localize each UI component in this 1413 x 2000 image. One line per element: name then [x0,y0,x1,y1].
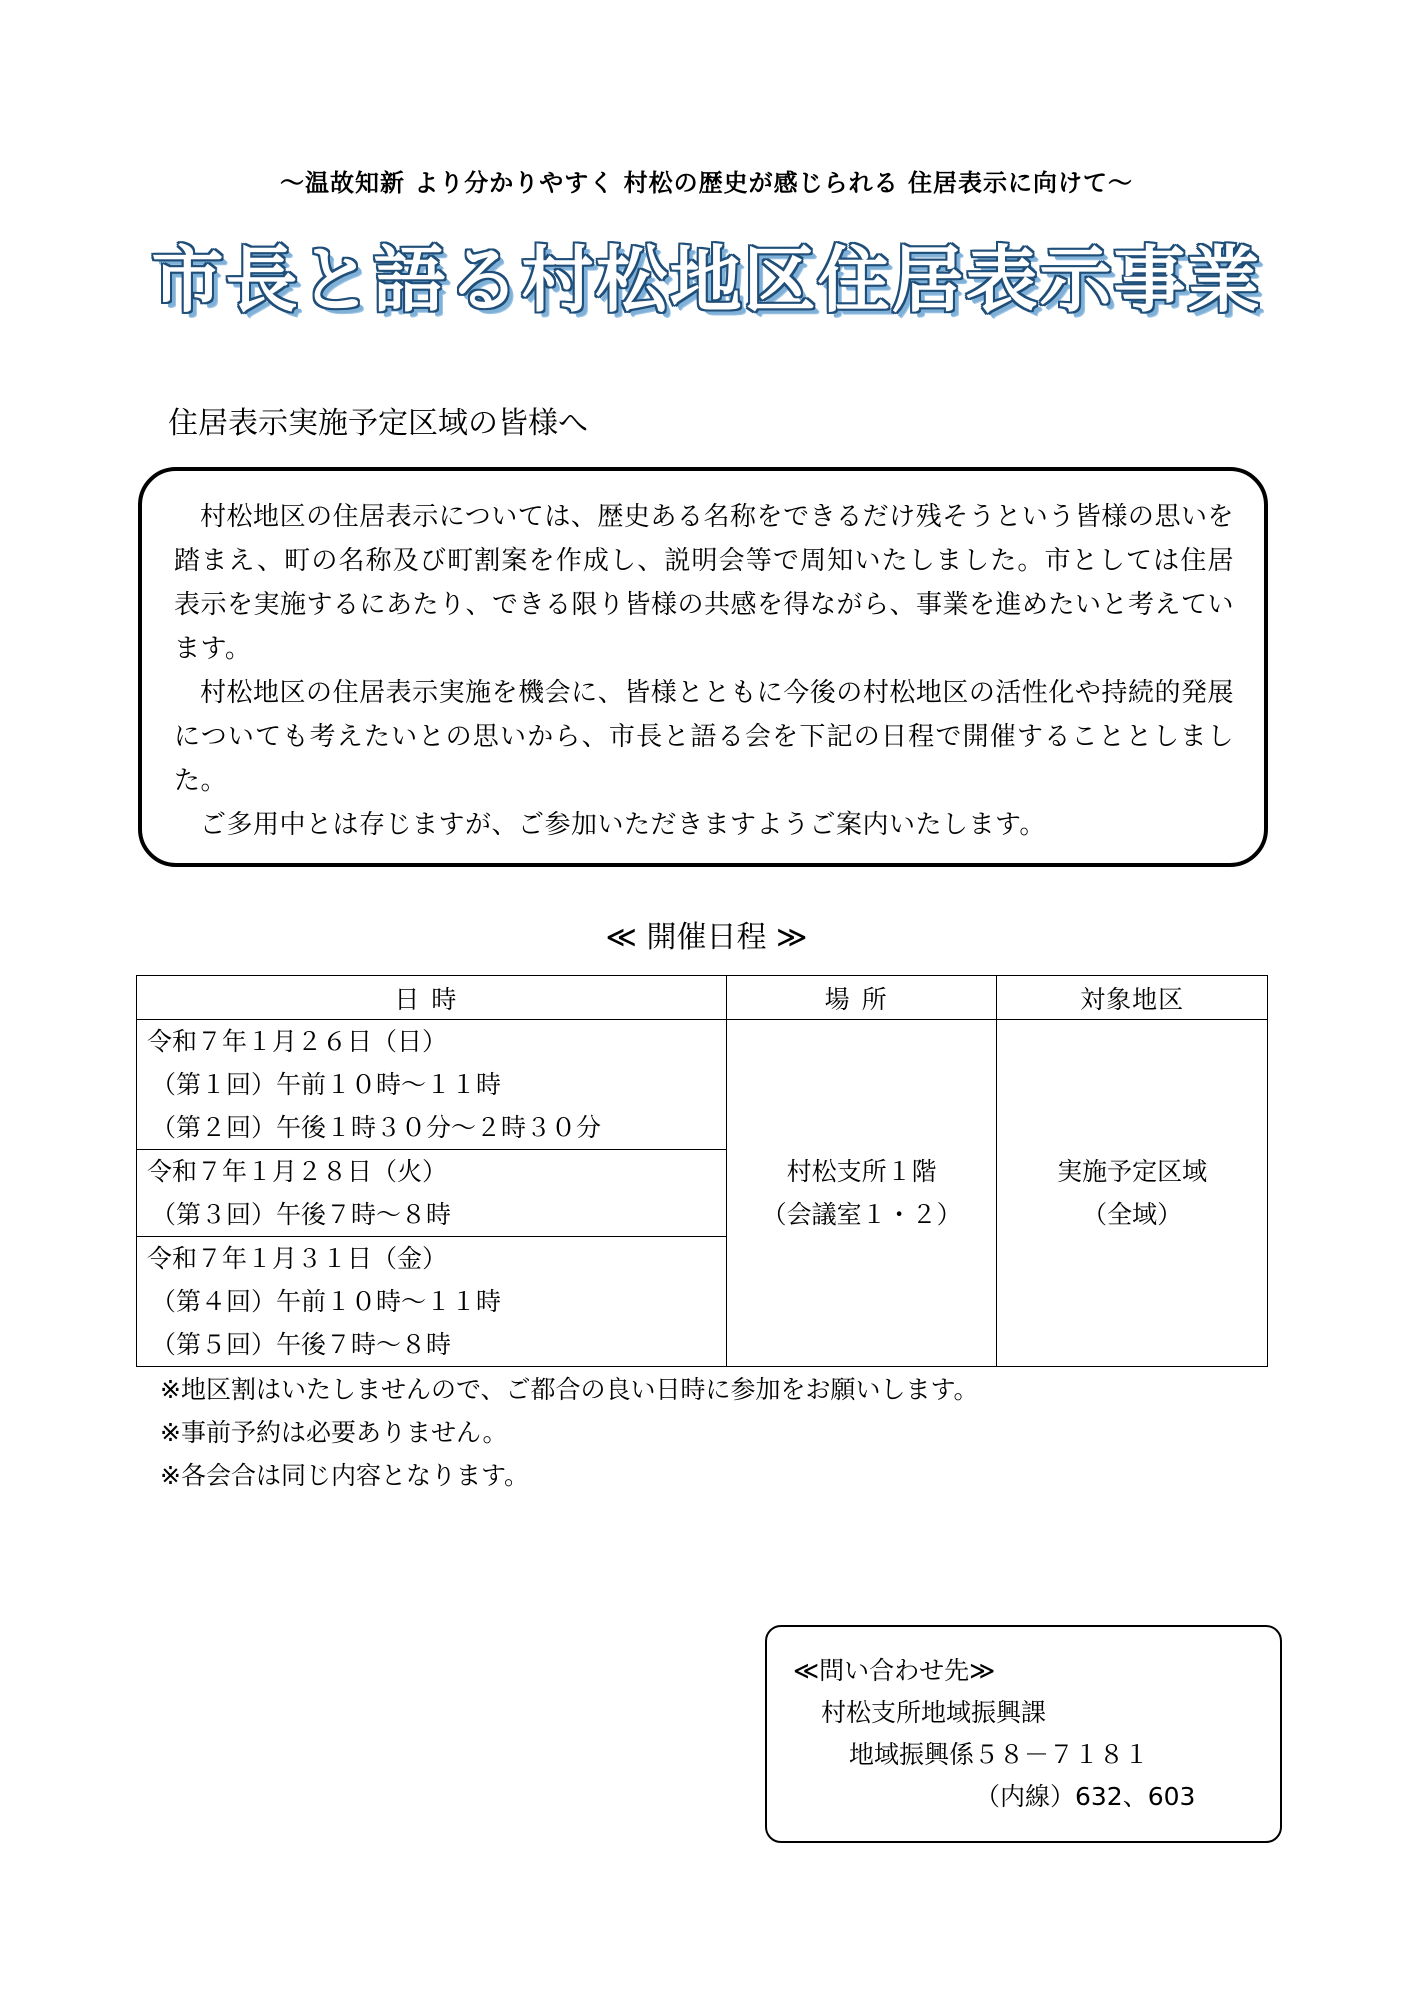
schedule-heading: ≪ 開催日程 ≫ [605,920,808,955]
schedule-table [136,975,1268,1367]
page-title: 市長と語る村松地区住居表示事業 [151,238,1262,322]
addressee: 住居表示実施予定区域の皆様へ [168,406,588,441]
subtitle: ～温故知新 より分かりやすく 村松の歴史が感じられる 住居表示に向けて～ [279,169,1134,197]
session-time: （第３回）午後７時～８時 [151,1200,452,1229]
contact-box [765,1625,1282,1843]
column-header-datetime: 日時 [137,976,727,1020]
contact-heading: ≪問い合わせ先≫ [793,1656,996,1685]
event-date: 令和７年１月２６日（日） [147,1027,448,1056]
table-row [137,1020,1268,1150]
date-cell [137,1237,727,1367]
date-cell [137,1020,727,1150]
contact-extension: （内線）632、603 [975,1782,1196,1811]
session-time: （第４回）午前１０時～１１時 [151,1287,502,1316]
event-date: 令和７年１月２８日（火） [147,1157,448,1186]
column-header-target: 対象地区 [997,976,1268,1020]
note-item: ※地区割はいたしませんので、ご都合の良い日時に参加をお願いします。 [160,1375,979,1404]
target-area: 実施予定区域 [1057,1157,1208,1186]
date-cell [137,1150,727,1237]
session-time: （第２回）午後１時３０分～２時３０分 [151,1113,602,1142]
notice-paragraph: 村松地区の住居表示については、歴史ある名称をできるだけ残そうという皆様の思いを踏まえ、町の名称及び町割案を作成し、説明会等で周知いたしました。市としては住居表示を実施するにあたり、できる限り皆様の共感を得ながら、事業を進めたいと考えています。 [174,502,1235,664]
target-cell [997,1020,1268,1367]
notice-paragraph: ご多用中とは存じますが、ご参加いただきますようご案内いたします。 [200,810,1046,840]
session-time: （第１回）午前１０時～１１時 [151,1070,502,1099]
contact-phone: 地域振興係５８－７１８１ [849,1740,1150,1769]
place-room: （会議室１・２） [761,1200,962,1229]
table-header-row [137,976,1268,1020]
notice-paragraph: 村松地区の住居表示実施を機会に、皆様とともに今後の村松地区の活性化や持続的発展についても考えたいとの思いから、市長と語る会を下記の日程で開催することとしました。 [174,678,1234,796]
contact-department: 村松支所地域振興課 [821,1698,1047,1727]
notes [160,1368,978,1497]
session-time: （第５回）午後７時～８時 [151,1330,452,1359]
place-name: 村松支所１階 [786,1157,937,1186]
place-cell [726,1020,997,1367]
note-item: ※事前予約は必要ありません。 [160,1418,508,1447]
note-item: ※各会合は同じ内容となります。 [160,1461,529,1490]
target-scope: （全域） [1082,1200,1183,1229]
column-header-place: 場所 [726,976,997,1020]
event-date: 令和７年１月３１日（金） [147,1244,448,1273]
notice-box [138,467,1268,867]
